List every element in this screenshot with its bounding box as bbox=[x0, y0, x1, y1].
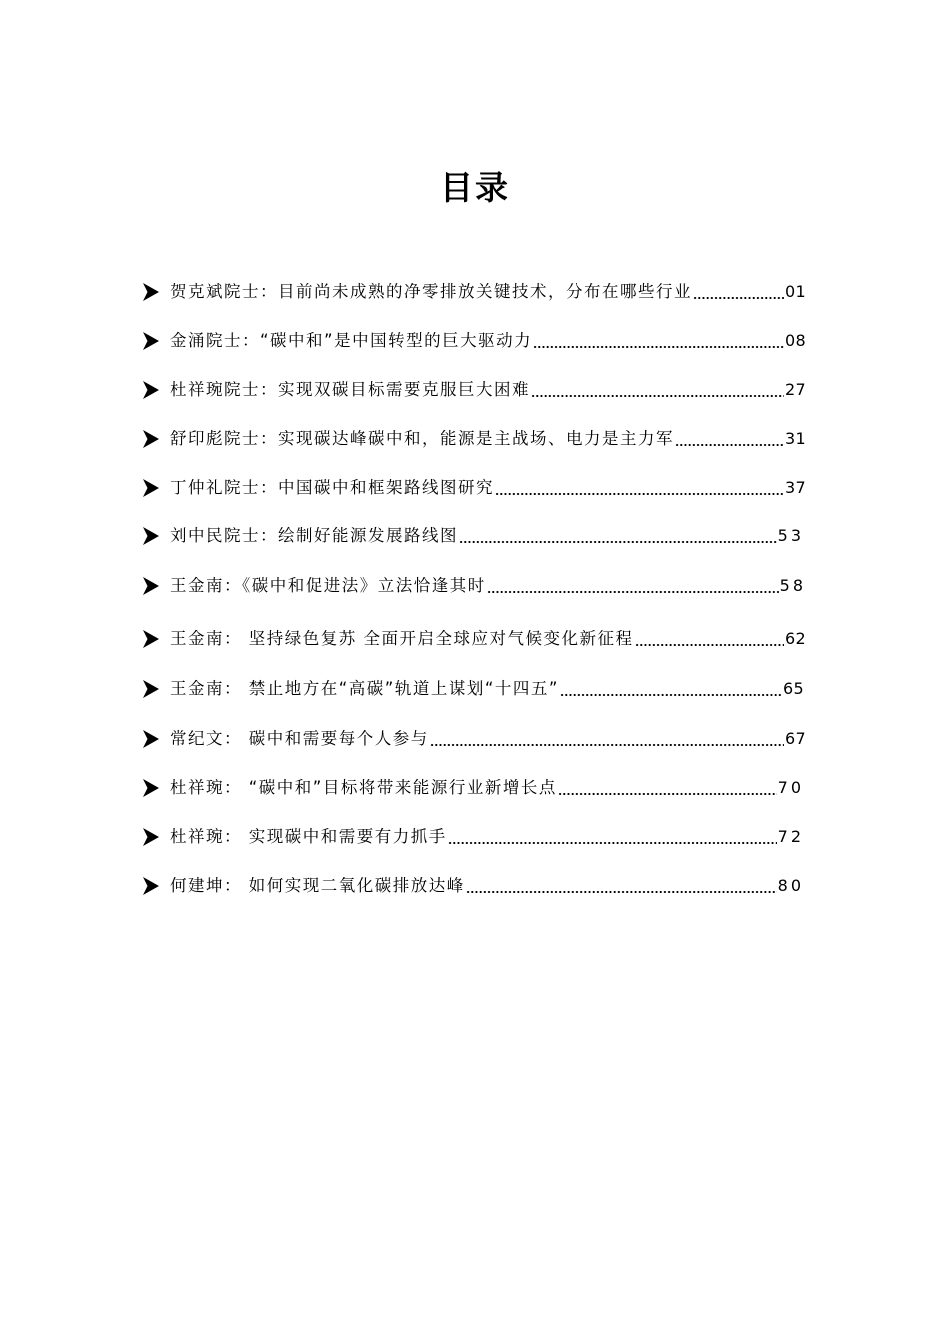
toc-entry-page: 80 bbox=[777, 876, 804, 895]
page-title: 目录 bbox=[440, 168, 510, 207]
toc-entry-page: 62 bbox=[785, 629, 806, 648]
toc-entry[interactable] bbox=[142, 626, 806, 652]
toc-entry-page: 67 bbox=[785, 729, 806, 748]
toc-entry[interactable] bbox=[142, 377, 806, 403]
toc-entry-page: 27 bbox=[785, 380, 806, 399]
arrow-bullet-icon bbox=[142, 678, 164, 700]
toc-entry-page: 72 bbox=[777, 827, 804, 846]
arrow-bullet-icon bbox=[142, 575, 164, 597]
dot-leader bbox=[533, 328, 784, 354]
dot-leader bbox=[675, 426, 784, 452]
toc-entry[interactable] bbox=[142, 279, 806, 305]
toc-entry-title: 何建坤： 如何实现二氧化碳排放达峰 bbox=[170, 876, 465, 895]
toc-entry[interactable] bbox=[142, 873, 804, 899]
dot-leader bbox=[487, 573, 779, 599]
dot-leader bbox=[558, 775, 777, 801]
toc-entry[interactable] bbox=[142, 573, 806, 599]
toc-entry[interactable] bbox=[142, 328, 806, 354]
toc-entry[interactable] bbox=[142, 676, 804, 702]
toc-entry-title: 贺克斌院士：目前尚未成熟的净零排放关键技术，分布在哪些行业 bbox=[170, 282, 692, 301]
toc-entry[interactable] bbox=[142, 523, 804, 549]
toc-entry-title: 杜祥琬： 实现碳中和需要有力抓手 bbox=[170, 827, 447, 846]
toc-entry-title: 常纪文： 碳中和需要每个人参与 bbox=[170, 729, 429, 748]
dot-leader bbox=[448, 824, 777, 850]
toc-entry-title: 舒印彪院士：实现碳达峰碳中和，能源是主战场、电力是主力军 bbox=[170, 429, 674, 448]
arrow-bullet-icon bbox=[142, 379, 164, 401]
arrow-bullet-icon bbox=[142, 525, 164, 547]
toc-entry-title: 杜祥琬院士：实现双碳目标需要克服巨大困难 bbox=[170, 380, 530, 399]
toc-entry-title: 王金南： 坚持绿色复苏 全面开启全球应对气候变化新征程 bbox=[170, 629, 634, 648]
toc-entry-page: 01 bbox=[785, 282, 806, 301]
arrow-bullet-icon bbox=[142, 875, 164, 897]
dot-leader bbox=[466, 873, 777, 899]
toc-entry-title: 杜祥琬： “碳中和”目标将带来能源行业新增长点 bbox=[170, 778, 557, 797]
arrow-bullet-icon bbox=[142, 777, 164, 799]
dot-leader bbox=[531, 377, 784, 403]
arrow-bullet-icon bbox=[142, 428, 164, 450]
toc-entry[interactable] bbox=[142, 475, 806, 501]
dot-leader bbox=[459, 523, 777, 549]
toc-entry-title: 丁仲礼院士：中国碳中和框架路线图研究 bbox=[170, 478, 494, 497]
toc-entry-title: 王金南：《碳中和促进法》立法恰逢其时 bbox=[170, 576, 486, 595]
toc-entry-page: 70 bbox=[777, 778, 804, 797]
dot-leader bbox=[560, 676, 782, 702]
dot-leader bbox=[430, 726, 784, 752]
dot-leader bbox=[495, 475, 784, 501]
arrow-bullet-icon bbox=[142, 330, 164, 352]
toc-entry-title: 刘中民院士：绘制好能源发展路线图 bbox=[170, 526, 458, 545]
toc-entry-page: 53 bbox=[777, 526, 804, 545]
arrow-bullet-icon bbox=[142, 826, 164, 848]
toc-entry-page: 58 bbox=[779, 576, 806, 595]
dot-leader bbox=[693, 279, 784, 305]
toc-entry[interactable] bbox=[142, 775, 804, 801]
toc-entry-title: 王金南： 禁止地方在“高碳”轨道上谋划“十四五” bbox=[170, 679, 559, 698]
toc-entry[interactable] bbox=[142, 726, 806, 752]
toc-entry-page: 37 bbox=[785, 478, 806, 497]
dot-leader bbox=[635, 626, 785, 652]
arrow-bullet-icon bbox=[142, 728, 164, 750]
toc-entry-title: 金涌院士：“碳中和”是中国转型的巨大驱动力 bbox=[170, 331, 533, 350]
toc-entry-page: 31 bbox=[785, 429, 806, 448]
toc-entry[interactable] bbox=[142, 824, 804, 850]
toc-entry-page: 08 bbox=[785, 331, 806, 350]
toc-entry[interactable] bbox=[142, 426, 806, 452]
arrow-bullet-icon bbox=[142, 281, 164, 303]
arrow-bullet-icon bbox=[142, 477, 164, 499]
toc-entry-page: 65 bbox=[783, 679, 804, 698]
arrow-bullet-icon bbox=[142, 628, 164, 650]
